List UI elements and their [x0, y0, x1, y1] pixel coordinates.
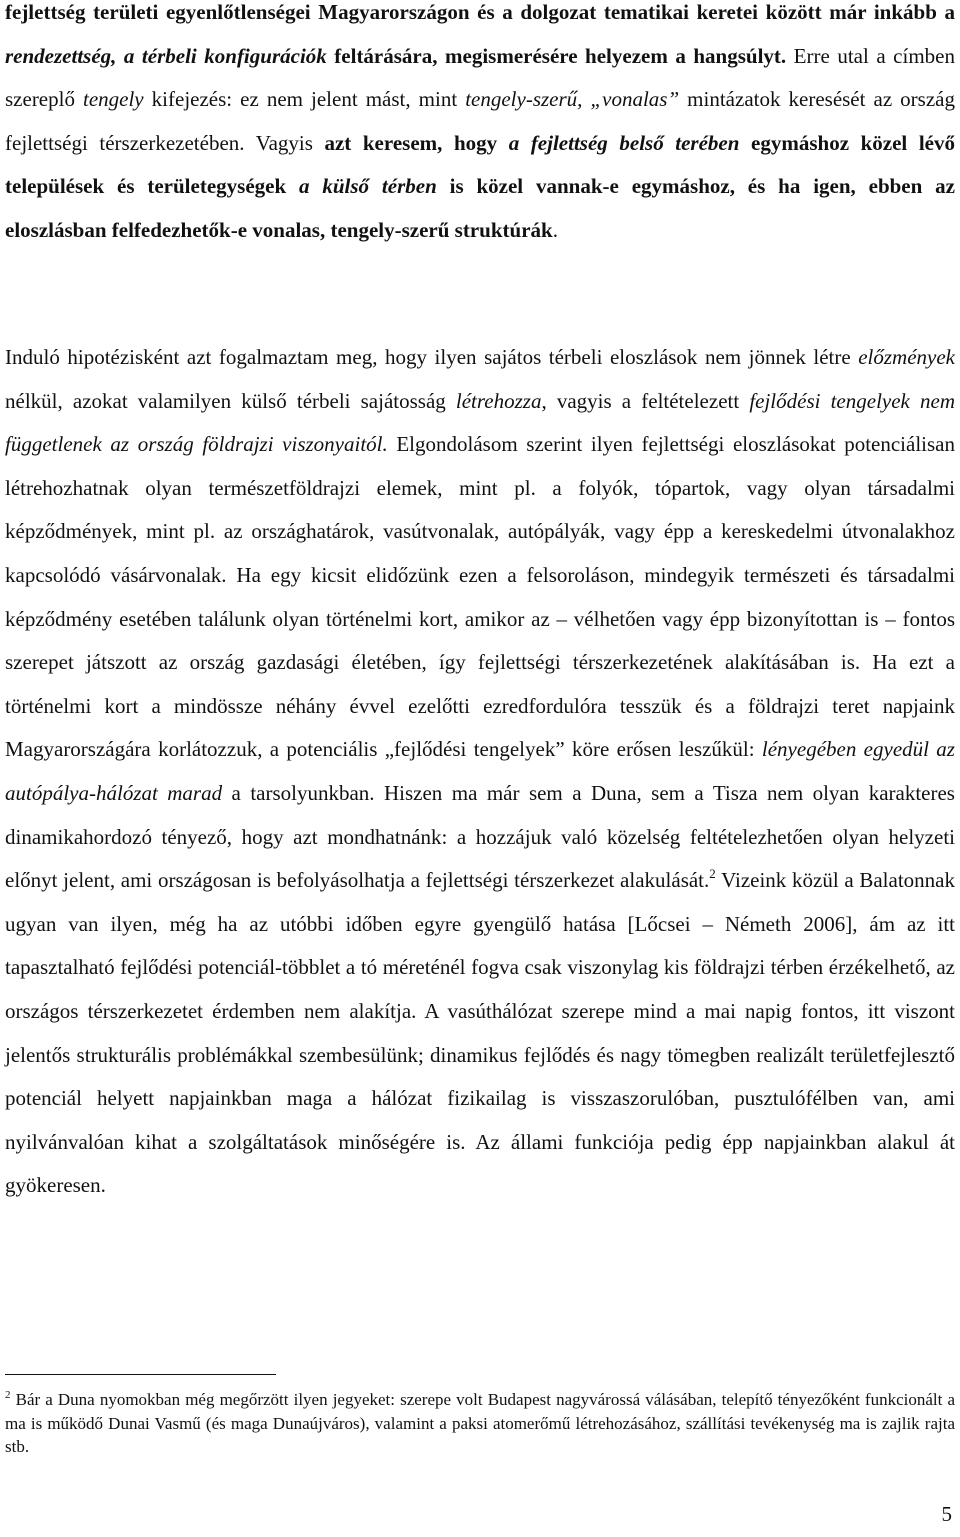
text-run: mintázatok keresését az ország fejlettségi térszerkezetében. Vagyis	[5, 87, 955, 155]
text-run: előzmények	[858, 345, 955, 369]
text-run: Induló hipotézisként azt fogalmaztam meg, hogy ilyen sajátos térbeli eloszlások nem jönnek létre	[5, 345, 859, 369]
text-run: .	[552, 217, 558, 242]
text-run: a külső térben	[299, 174, 437, 199]
footnote-text: Bár a Duna nyomokban még megőrzött ilyen jegyeket: szerepe volt Budapest nagyvárossá válásában, telepítő tényezőként funkcionált a ma is működő Dunai Vasmű (és maga Dunaújváros), valamint a paksi atomerőmű létrehozásához, szállítási tevékenység ma is zajlik rajta stb.	[5, 1390, 955, 1456]
text-run: rendezettség, a térbeli konfigurációk	[5, 43, 327, 68]
footnote-reference: 2	[709, 866, 716, 882]
text-run: is közel vannak-e egymáshoz, és ha igen, ebben az eloszlásban felfedezhetők-e vonalas, tengely-szerű struktúrák	[5, 174, 955, 242]
text-run: lényegében egyedül az autópálya-hálózat marad	[5, 737, 955, 805]
paragraph-1	[5, 0, 955, 253]
text-run: létrehozza	[455, 388, 542, 413]
footnote-mark: 2	[5, 1389, 11, 1401]
text-run: Erre utal a címben szereplő	[5, 43, 955, 112]
text-run: , vagyis a feltételezett	[541, 388, 750, 413]
text-run: tengely-szerű, „vonalas”	[465, 87, 680, 112]
footnote-separator	[5, 1374, 276, 1375]
text-run: a fejlettség belső terében	[508, 130, 740, 155]
paragraph-2	[5, 336, 955, 1208]
text-run: nélkül, azokat valamilyen külső térbeli sajátosság	[5, 388, 456, 413]
page-number: 5	[941, 1502, 952, 1526]
text-run: azt keresem, hogy	[324, 130, 509, 155]
text-run: feltárására, megismerésére helyezem a hangsúlyt.	[326, 43, 787, 68]
text-run: kifejezés: ez nem jelent mást, mint	[143, 87, 466, 112]
text-run: Elgondolásom szerint ilyen fejlettségi eloszlásokat potenciálisan létrehozhatnak olyan természetföldrajzi elemek, mint pl. a folyók, tópartok, vagy olyan társadalmi képződmények, mint pl. az országhatárok, vasútvonalak, autópályák, vagy épp a kereskedelmi útvonalakhoz kapcsolódó vásárvonalak. Ha egy kicsit elidőzünk ezen a felsoroláson, mindegyik természeti és társadalmi képződmény esetében találunk olyan történelmi kort, amikor az – vélhetően vagy épp bizonyítottan is – fontos szerepet játszott az ország gazdasági életében, így fejlettségi térszerkezetének alakításában is. Ha ezt a történelmi kort a mindössze néhány évvel ezelőtti ezredfordulóra tesszük és a földrajzi teret napjaink Magyarországára korlátozzuk, a potenciális „fejlődési tengelyek” köre erősen leszűkül:	[5, 432, 955, 762]
text-run: Vizeink közül a Balatonnak ugyan van ilyen, még ha az utóbbi időben egyre gyengülő hatása [Lőcsei – Németh 2006], ám az itt tapasztalható fejlődési potenciál-többlet a tó méreténél fogva csak viszonylag kis földrajzi térben érzékelhető, az országos térszerkezetet érdemben nem alakítja. A vasúthálózat szerepe mind a mai napig fontos, itt viszont jelentős strukturális problémákkal szembesülünk; dinamikus fejlődés és nagy tömegben realizált területfejlesztő potenciál helyett napjainkban maga a hálózat fizikailag is visszaszorulóban, pusztulófélben van, ami nyilvánvalóan kihat a szolgáltatások minőségére is. Az állami funkciója pedig épp napjainkban alakul át gyökeresen.	[5, 868, 955, 1198]
text-run: fejlődési tengelyek nem függetlenek az ország földrajzi viszonyaitól.	[5, 388, 955, 457]
text-run: fejlettség területi egyenlőtlenségei Magyarországon és a dolgozat tematikai keretei között már inkább a	[5, 0, 955, 24]
text-run: tengely	[83, 87, 144, 112]
footnote	[5, 1388, 955, 1459]
text-run: egymáshoz közel lévő települések és területegységek	[5, 130, 955, 199]
text-run: a tarsolyunkban. Hiszen ma már sem a Duna, sem a Tisza nem olyan karakteres dinamikahordozó tényező, hogy azt mondhatnánk: a hozzájuk való közelség feltételezhetően olyan helyzeti előnyt jelent, ami országosan is befolyásolhatja a fejlettségi térszerkezet alakulását.	[5, 780, 955, 893]
